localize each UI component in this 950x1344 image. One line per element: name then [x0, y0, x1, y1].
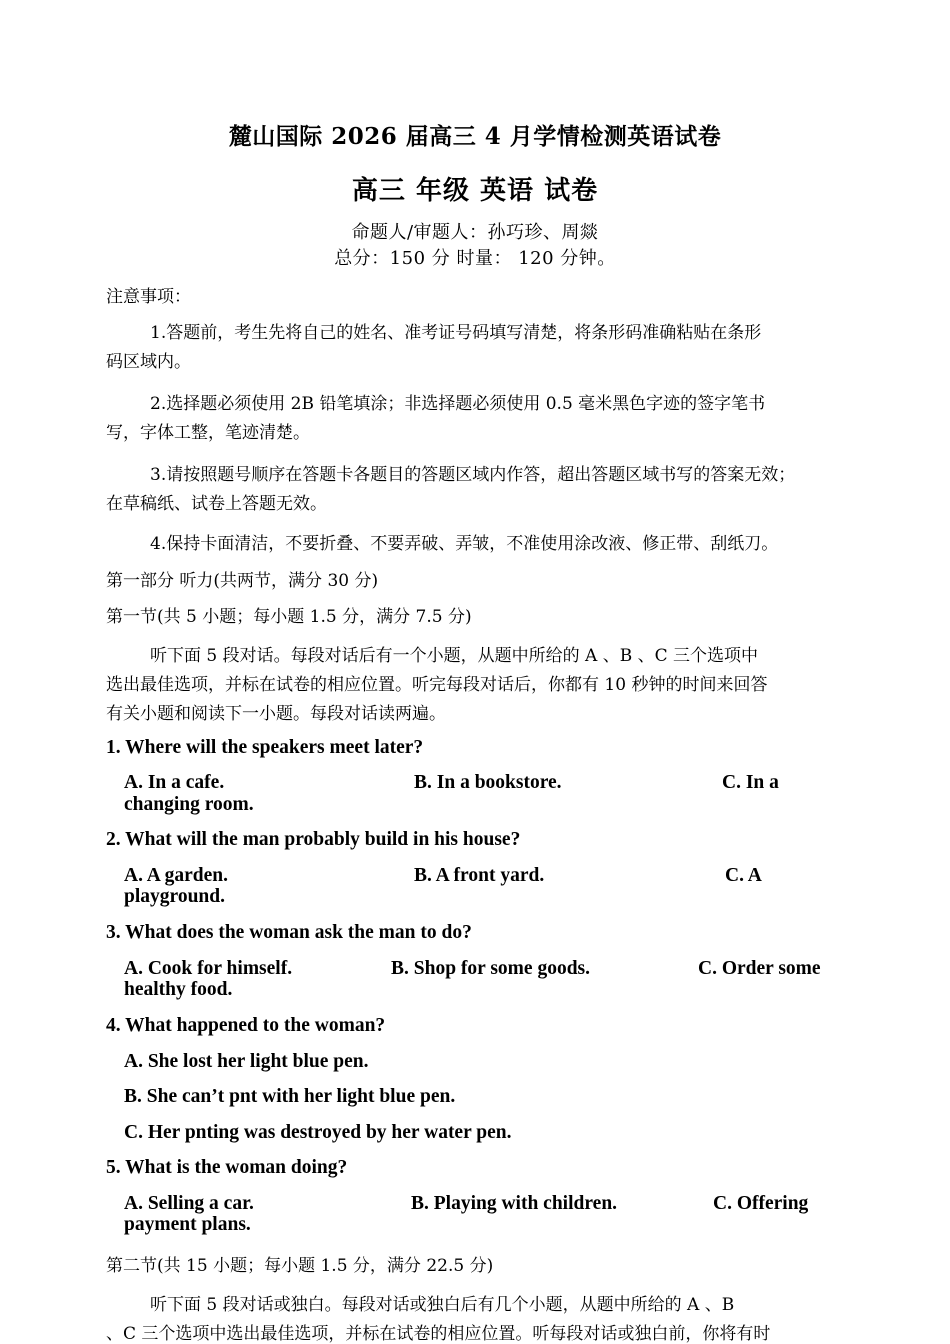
section2-instruction-line-2: 、C 三个选项中选出最佳选项，并标在试卷的相应位置。听每段对话或独白前，你将有时 [106, 1324, 771, 1344]
section2-heading: 第二节(共 15 小题；每小题 1.5 分，满分 22.5 分) [106, 1256, 494, 1276]
question-1-option-c: C. In a [722, 772, 779, 793]
exam-subtitle: 高三 年级 英语 试卷 [351, 176, 599, 206]
section2-instruction-line-1: 听下面 5 段对话或独白。每段对话或独白后有几个小题，从题中所给的 A 、B [150, 1295, 735, 1315]
exam-score-time: 总分：150 分 时量： 120 分钟。 [334, 248, 616, 269]
question-5-stem: 5. What is the woman doing? [106, 1157, 348, 1178]
question-2-option-a: A. A garden. [124, 865, 229, 886]
question-1-stem: 1. Where will the speakers meet later? [106, 737, 424, 758]
exam-authors: 命题人/审题人：孙巧珍、周燚 [351, 222, 599, 243]
question-4-option-b: B. She can’t pnt with her light blue pen. [124, 1086, 456, 1107]
notice-item-4: 4.保持卡面清洁，不要折叠、不要弄破、弄皱，不准使用涂改液、修正带、刮纸刀。 [150, 534, 779, 554]
question-3-option-b: B. Shop for some goods. [391, 958, 591, 979]
question-4-option-c: C. Her pnting was destroyed by her water pen. [124, 1122, 512, 1143]
exam-title: 麓山国际 2026 届高三 4 月学情检测英语试卷 [228, 123, 722, 150]
question-5-option-c: C. Offering [713, 1193, 809, 1214]
notice-item-2-line-1: 2.选择题必须使用 2B 铅笔填涂；非选择题必须使用 0.5 毫米黑色字迹的签字笔书 [150, 394, 766, 414]
question-2-option-b: B. A front yard. [414, 865, 545, 886]
question-1-option-b: B. In a bookstore. [414, 772, 562, 793]
section1-heading: 第一节(共 5 小题；每小题 1.5 分，满分 7.5 分) [106, 607, 472, 627]
notice-heading: 注意事项： [106, 287, 191, 307]
part1-heading: 第一部分 听力(共两节，满分 30 分) [106, 571, 379, 591]
question-1-option-a: A. In a cafe. [124, 772, 225, 793]
question-3-option-c: C. Order some [698, 958, 821, 979]
question-3-stem: 3. What does the woman ask the man to do? [106, 922, 472, 943]
notice-item-1-line-1: 1.答题前，考生先将自己的姓名、准考证号码填写清楚，将条形码准确粘贴在条形 [150, 323, 762, 343]
section1-instruction-line-1: 听下面 5 段对话。每段对话后有一个小题，从题中所给的 A 、B 、C 三个选项中 [150, 646, 759, 666]
question-1-option-c-cont: changing room. [124, 794, 254, 815]
question-4-option-a: A. She lost her light blue pen. [124, 1051, 369, 1072]
question-3-option-a: A. Cook for himself. [124, 958, 293, 979]
question-5-option-a: A. Selling a car. [124, 1193, 254, 1214]
notice-item-3-line-1: 3.请按照题号顺序在答题卡各题目的答题区域内作答，超出答题区域书写的答案无效； [150, 465, 796, 485]
notice-item-3-line-2: 在草稿纸、试卷上答题无效。 [106, 494, 327, 514]
question-2-option-c: C. A [725, 865, 762, 886]
question-3-option-c-cont: healthy food. [124, 979, 233, 1000]
section1-instruction-line-2: 选出最佳选项，并标在试卷的相应位置。听完每段对话后，你都有 10 秒钟的时间来回答 [106, 675, 768, 695]
question-4-stem: 4. What happened to the woman? [106, 1015, 386, 1036]
question-2-option-c-cont: playground. [124, 886, 225, 907]
question-2-stem: 2. What will the man probably build in his house? [106, 829, 521, 850]
notice-item-2-line-2: 写，字体工整，笔迹清楚。 [106, 423, 310, 443]
question-5-option-b: B. Playing with children. [411, 1193, 618, 1214]
section1-instruction-line-3: 有关小题和阅读下一小题。每段对话读两遍。 [106, 704, 446, 724]
question-5-option-c-cont: payment plans. [124, 1214, 251, 1235]
notice-item-1-line-2: 码区域内。 [106, 352, 191, 372]
